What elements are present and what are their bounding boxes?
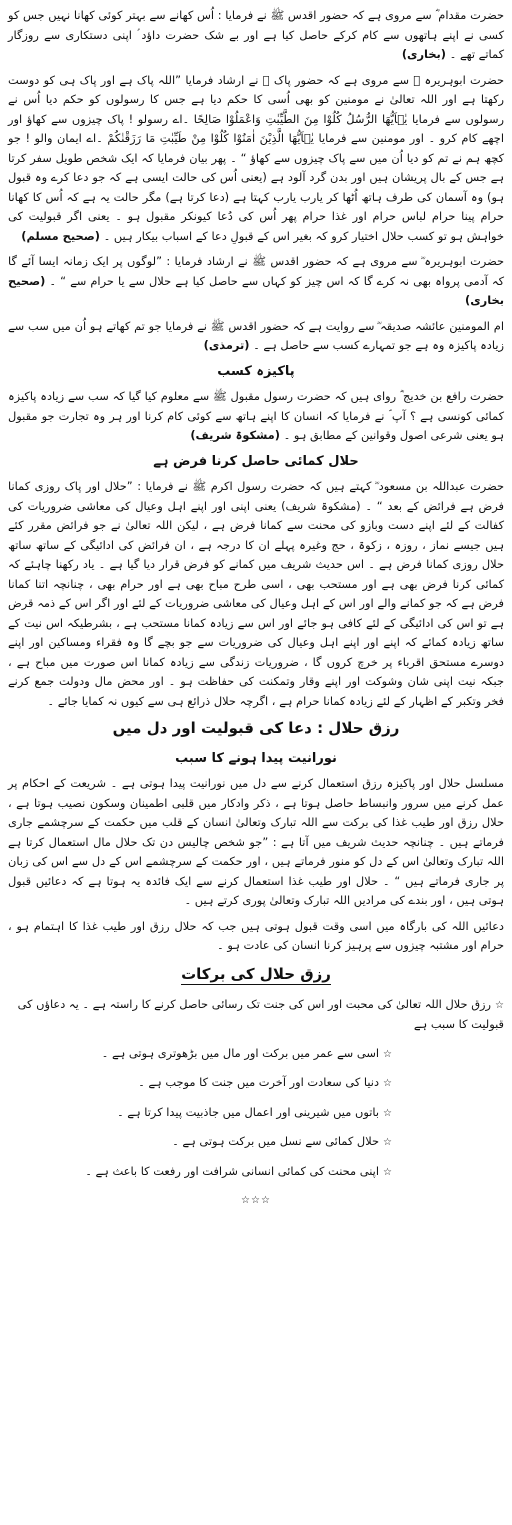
- star-icon: ☆: [495, 999, 504, 1011]
- body-paragraph: [8, 917, 504, 956]
- star-icon: ☆: [383, 1137, 392, 1148]
- section-heading-text: رزق حلال کی برکات: [181, 964, 331, 983]
- hadith-text: حضرت رافع بن خدیج ؓ روای ہیں کہ حضرت رسول مقبول ﷺ سے معلوم کیا گیا کہ سب سے زیادہ پاکیزہ کمائی کونسی ہے ؟ آپ ؐ نے فرمایا کہ انسان کا اپنے ہاتھ سے کوئی کام کرنا اور ہر وہ تجارت جو مقبول ہو یعنی شرعی اصول وقوانین کے مطابق ہو ۔: [8, 389, 504, 442]
- section-heading: پاکیزہ کسب: [217, 363, 295, 379]
- body-paragraph: [8, 477, 504, 711]
- hadith-citation: (صحیح مسلم): [21, 228, 100, 243]
- list-item: [8, 1073, 504, 1094]
- star-icon: ☆: [383, 1107, 392, 1119]
- star-icon: ☆: [383, 1078, 392, 1089]
- hadith-paragraph: [8, 317, 504, 356]
- body-text: مسلسل حلال اور پاکیزہ رزق استعمال کرنے سے دل میں نورانیت پیدا ہوتی ہے ۔ شریعت کے احکام پر عمل کرنے میں سرور وانبساط حاصل ہوتا ہے ، ذکر وادکار میں قلبی اطمینان وسکون نصیب ہوتا ہے ، حلال رزق اور طیب غذا کی برکت سے اللہ تبارک وتعالیٰ انسان کے قلب میں حکمت کے سرچشمے جاری فرماتے ہیں ۔ چنانچہ حدیث شریف میں آتا ہے : ”جو شخص چالیس دن تک حلال مال استعمال کرتا ہے اللہ تبارک وتعالیٰ اس کے دل کو منور فرماتے ہیں ، اور حکمت کے سرچشمے اس کے دل سے اس کی زبان پر جاری فرماتے ہیں “ ۔ حلال اور طیب غذا استعمال کرنے سے ایک فائدہ یہ ہوتا ہے کہ دعائیں قبول ہوتی ہیں ، اور بندے کی مرادیں اللہ تبارک وتعالیٰ پوری کرتے ہیں ۔: [8, 776, 504, 907]
- section-heading: رزق حلال : دعا کی قبولیت اور دل میں: [112, 719, 400, 737]
- section-heading: حلال کمائی حاصل کرنا فرض ہے: [153, 453, 359, 469]
- list-item-text: اسی سے عمر میں برکت اور مال میں بڑھوتری ہوتی ہے ۔: [101, 1045, 380, 1060]
- list-item: [8, 995, 504, 1035]
- hadith-citation: (بخاری): [401, 47, 447, 61]
- star-icon: ☆: [383, 1048, 392, 1060]
- hadith-paragraph: [8, 71, 504, 247]
- end-mark-stars: ☆☆☆: [241, 1195, 271, 1206]
- hadith-text: حضرت مقدام ؓ سے مروی ہے کہ حضور اقدس ﷺ نے فرمایا : اُس کھانے سے بہتر کوئی کھانا نہیں جس کو کسی نے اپنے ہاتھوں سے کام کرکے حاصل کیا ہے اور بے شک حضرت داؤد ؑ اپنی دستکاری سے روزگار کماتے تھے ۔: [8, 8, 504, 61]
- hadith-text: ام المومنین عائشہ صدیقہ ؓ سے روایت ہے کہ حضور اقدس ﷺ نے فرمایا جو تم کھاتے ہو اُن میں سب سے زیادہ پاکیزہ وہ ہے جو تمہارے کسب سے حاصل ہے ۔: [8, 318, 504, 352]
- list-item: [8, 1132, 504, 1153]
- hadith-paragraph: [8, 387, 504, 446]
- list-item-text: حلال کمائی سے نسل میں برکت ہوتی ہے ۔: [172, 1134, 380, 1148]
- hadith-citation: (ترمذی): [203, 338, 250, 352]
- section-heading: [8, 964, 504, 985]
- hadith-section: [8, 6, 504, 356]
- hadith-text: حضرت ابوہریرہ ؓ سے مروی ہے کہ حضور اقدس ﷺ نے ارشاد فرمایا : ”لوگوں پر ایک زمانہ ایسا آئے گا کہ آدمی پرواہ بھی نہ کرے گا کہ اس چیز کو کہاں سے حاصل کیا ہے حلال سے یا حرام سے “ ۔: [8, 254, 504, 288]
- section-subheading: نورانیت پیدا ہونے کا سبب: [175, 750, 337, 766]
- body-paragraph: [8, 774, 504, 911]
- hadith-paragraph: [8, 6, 504, 65]
- list-item: [8, 1044, 504, 1065]
- list-item-text: باتوں میں شیرینی اور اعمال میں جاذبیت پیدا کرتا ہے ۔: [117, 1104, 380, 1119]
- hadith-citation: (مشکوۃ شریف): [190, 428, 280, 442]
- hadith-citation: (صحیح بخاری): [8, 273, 504, 307]
- star-icon: ☆: [383, 1166, 392, 1178]
- list-item: [8, 1103, 504, 1124]
- benefits-list: [8, 995, 504, 1183]
- body-text: دعائیں اللہ کی بارگاہ میں اسی وقت قبول ہوتی ہیں جب کہ حلال رزق اور طیب غذا کا اہتمام ہو ، حرام اور مشتبہ چیزوں سے پرہیز کرنا انسان کی عادت ہو ۔: [8, 918, 504, 952]
- list-item-text: اپنی محنت کی کمائی انسانی شرافت اور رفعت کا باعث ہے ۔: [85, 1163, 380, 1178]
- list-item: [8, 1162, 504, 1183]
- hadith-text: حضرت ابوہریرہ ؓ سے مروی ہے کہ حضور پاک ﷺ نے ارشاد فرمایا ”اللہ پاک ہے اور پاک ہی کو دوست رکھتا ہے اور اللہ تعالیٰ نے مومنین کو بھی اُسی کا حکم دیا ہے جس کا رسولوں کو حکم دیا اُس نے رسولوں سے فرمایا یٰۤاَیُّهَا الرُّسُلُ كُلُوْا مِنَ الطَّیِّبٰتِ وَاعْمَلُوْا صَالِحًا ۔اے رسولو ! پاک چیزوں سے کھاؤ اور اچھے کام کرو ۔ اور مومنین سے فرمایا یٰۤاَیُّهَا الَّذِیْنَ اٰمَنُوْا كُلُوْا مِنْ طَیِّبٰتِ مَا رَزَقْنٰكُمْ ۔اے ایمان والو ! جو کچھ ہم نے تم کو دیا اُن میں سے پاک چیزوں سے کھاؤ “ ۔ پھر بیان فرمایا کہ ایک شخص طویل سفر کرتا ہے جس کے بال پریشان ہیں اور بدن گرد آلود ہے (یعنی اُس کی حالت ایسی ہے کہ جو دعا کرے وہ قبول ہو) وہ آسمان کی طرف ہاتھ اُٹھا کر یارب یارب کہتا ہے (دعا کرتا ہے) مگر حالت یہ ہے کہ اُس کا کھانا حرام پینا حرام لباس حرام اور غذا حرام پھر اُس کی دُعا کیونکر مقبول ہو ۔ یعنی اگر قبولیت کی خواہش ہو تو کسب حلال اختیار کرو کہ بغیر اس کے قبولِ دعا کے اسباب بیکار ہیں ۔: [8, 72, 504, 243]
- body-text: حضرت عبداللہ بن مسعود ؓ کہتے ہیں کہ حضرت رسول اکرم ﷺ نے فرمایا : ”حلال اور پاک روزی کمانا فرض ہے فرائض کے بعد “ ۔ (مشکوۃ شریف) یعنی اپنی اور اپنے اہل وعیال کی معاشی ضروریات کی کفالت کے لئے اپنے دست وبازو کی محنت سے کمانا فرض ہے ، لیکن اللہ تعالیٰ نے جو فرائض مقرر کئے ہیں جیسے نماز ، روزہ ، زکوۃ ، حج وغیرہ پہلے ان کا درجہ ہے ، ان فرائض کی ادائیگی کے ساتھ ساتھ حلال روزی کمانا فرض ہے ۔ اس حدیث شریف میں کمانے کو فرض قرار دیا گیا ہے ۔ یاد رکھنا چاہئے کہ کمائی کرنا فرض بھی ہے اور مستحب بھی ، اسی طرح مباح بھی ہے اور حرام بھی ، چنانچہ اتنا کمانا فرض ہے کہ جو کمانے والے اور اس کے اہل وعیال کی معاشی ضروریات کے لئے اور اگر اس کے ذمہ قرض ہے تو اس کی ادائیگی کے لئے کافی ہو جائے اور اس سے زیادہ کمانا مستحب ہے ، بشرطیکہ اس نیت کے ساتھ زیادہ کمائے کہ اپنے اور اپنے اہل وعیال کی ضروریات سے جو بچے گا وہ فقراء ومساکین اور اپنے دوسرے مستحق اقرباء پر خرچ کروں گا ، ضروریات زندگی سے زیادہ کمانا اس صورت میں مباح ہے ، جبکہ نیت اپنی شان وشوکت اور اپنے وقار وتمکنت کی حفاظت ہو ۔ اور محض مال ودولت جمع کرنے فخر وتکبر کے اظہار کے لئے زیادہ کمانا حرام ہے ، اگرچہ حلال ذرائع ہی سے کیوں نہ کمایا جائے ۔: [8, 479, 504, 708]
- list-item-text: رزق حلال اللہ تعالیٰ کی محبت اور اس کی جنت تک رسائی حاصل کرنے کا راستہ ہے ۔ یہ دعاؤں کی قبولیت کا سبب ہے: [17, 996, 504, 1031]
- hadith-paragraph: [8, 252, 504, 311]
- list-item-text: دنیا کی سعادت اور آخرت میں جنت کا موجب ہے ۔: [138, 1075, 380, 1089]
